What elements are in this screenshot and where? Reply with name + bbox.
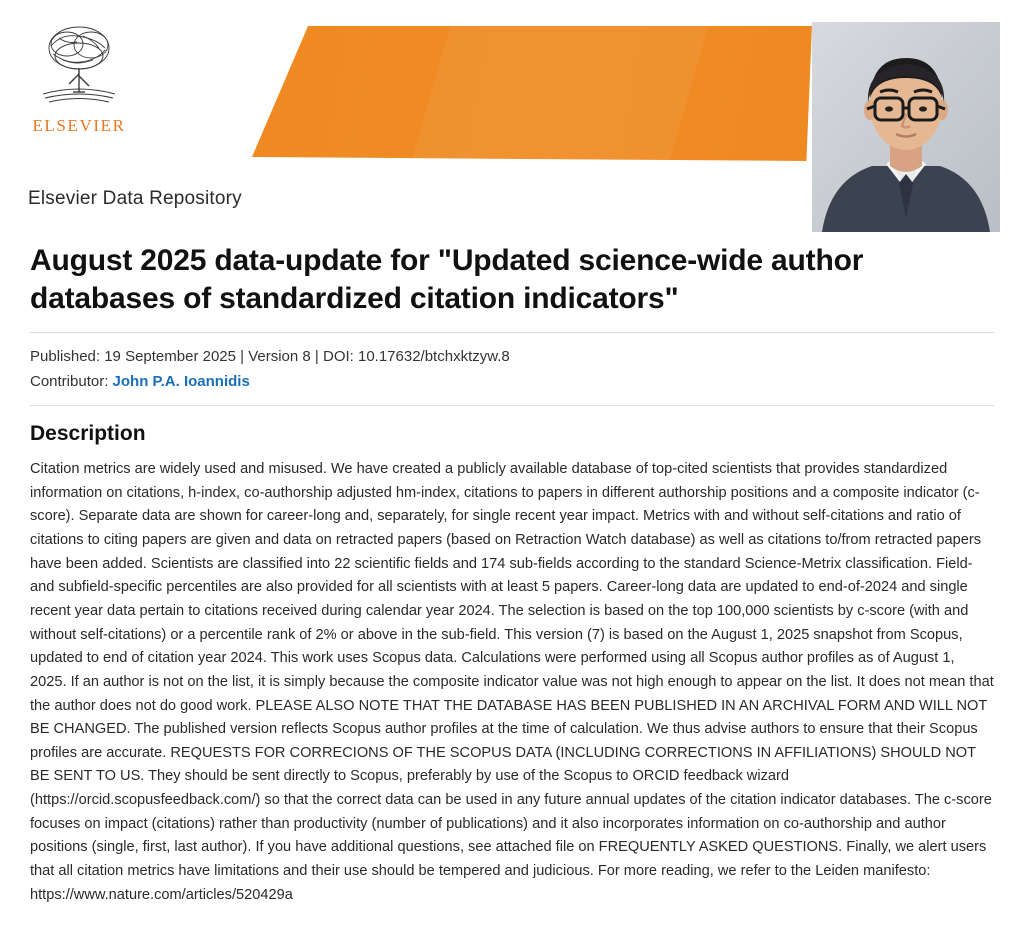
elsevier-logo[interactable] — [24, 18, 134, 136]
repository-label: Elsevier Data Repository — [28, 188, 242, 209]
contributor-label: Contributor: — [30, 372, 109, 390]
contributor-line — [30, 370, 994, 393]
meta-published-version-doi: Published: 19 September 2025 | Version 8 | DOI: 10.17632/btchxktzyw.8 — [30, 347, 510, 365]
description-heading: Description — [30, 422, 146, 446]
elsevier-wordmark: ELSEVIER — [32, 116, 126, 135]
contributor-link[interactable]: John P.A. Ioannidis — [112, 372, 250, 390]
header-banner-graphic — [252, 26, 812, 161]
publication-meta — [30, 332, 994, 394]
description-text: Citation metrics are widely used and misused. We have created a publicly available database of top-cited scientists that provides standardized information on citations, h-index, co-authorship adjusted hm-index, citations to papers in different authorship positions and a composite indicator (c-score). Separate data are shown for career-long and, separately, for single recent year impact. Metrics with and without self-citations and ratio of citations to citing papers are given and data on retracted papers (based on Retraction Watch database) as well as citations to/from retracted papers have been added. Scientists are classified into 22 scientific fields and 174 sub-fields according to the standard Science-Metrix classification. Field- and subfield-specific percentiles are also provided for all scientists with at least 5 papers. Career-long data are updated to end-of-2024 and single recent year data pertain to citations received during calendar year 2024. The selection is based on the top 100,000 scientists by c-score (with and without self-citations) or a percentile rank of 2% or above in the sub-field. This version (7) is based on the August 1, 2025 snapshot from Scopus, updated to end of citation year 2024. This work uses Scopus data. Calculations were performed using all Scopus author profiles as of August 1, 2025. If an author is not on the list, it is simply because the composite indicator value was not high enough to appear on the list. It does not mean that the author does not do good work. PLEASE ALSO NOTE THAT THE DATABASE HAS BEEN PUBLISHED IN AN ARCHIVAL FORM AND WILL NOT BE CHANGED. The published version reflects Scopus author profiles at the time of calculation. We thus advise authors to ensure that their Scopus profiles are accurate. REQUESTS FOR CORRECIONS OF THE SCOPUS DATA (INCLUDING CORRECTIONS IN AFFILIATIONS) SHOULD NOT BE SENT TO US. They should be sent directly to Scopus, preferably by use of the Scopus to ORCID feedback wizard (https://orcid.scopusfeedback.com/) so that the correct data can be used in any future annual updates of the citation indicator databases. The c-score focuses on impact (citations) rather than productivity (number of publications) and it also incorporates information on co-authorship and author positions (single, first, last author). If you have additional questions, see attached file on FREQUENTLY ASKED QUESTIONS. Finally, we alert users that all citation metrics have limitations and their use should be tempered and judicious. For more reading, we refer to the Leiden manifesto: https://www.nature.com/articles/520429a — [30, 461, 994, 903]
page-title: August 2025 data-update for "Updated science-wide author databases of standardized citation indicators" — [30, 244, 864, 315]
page-header — [0, 0, 1024, 232]
elsevier-tree-icon — [33, 18, 125, 114]
meta-divider — [30, 405, 994, 406]
contributor-portrait — [812, 22, 1000, 232]
